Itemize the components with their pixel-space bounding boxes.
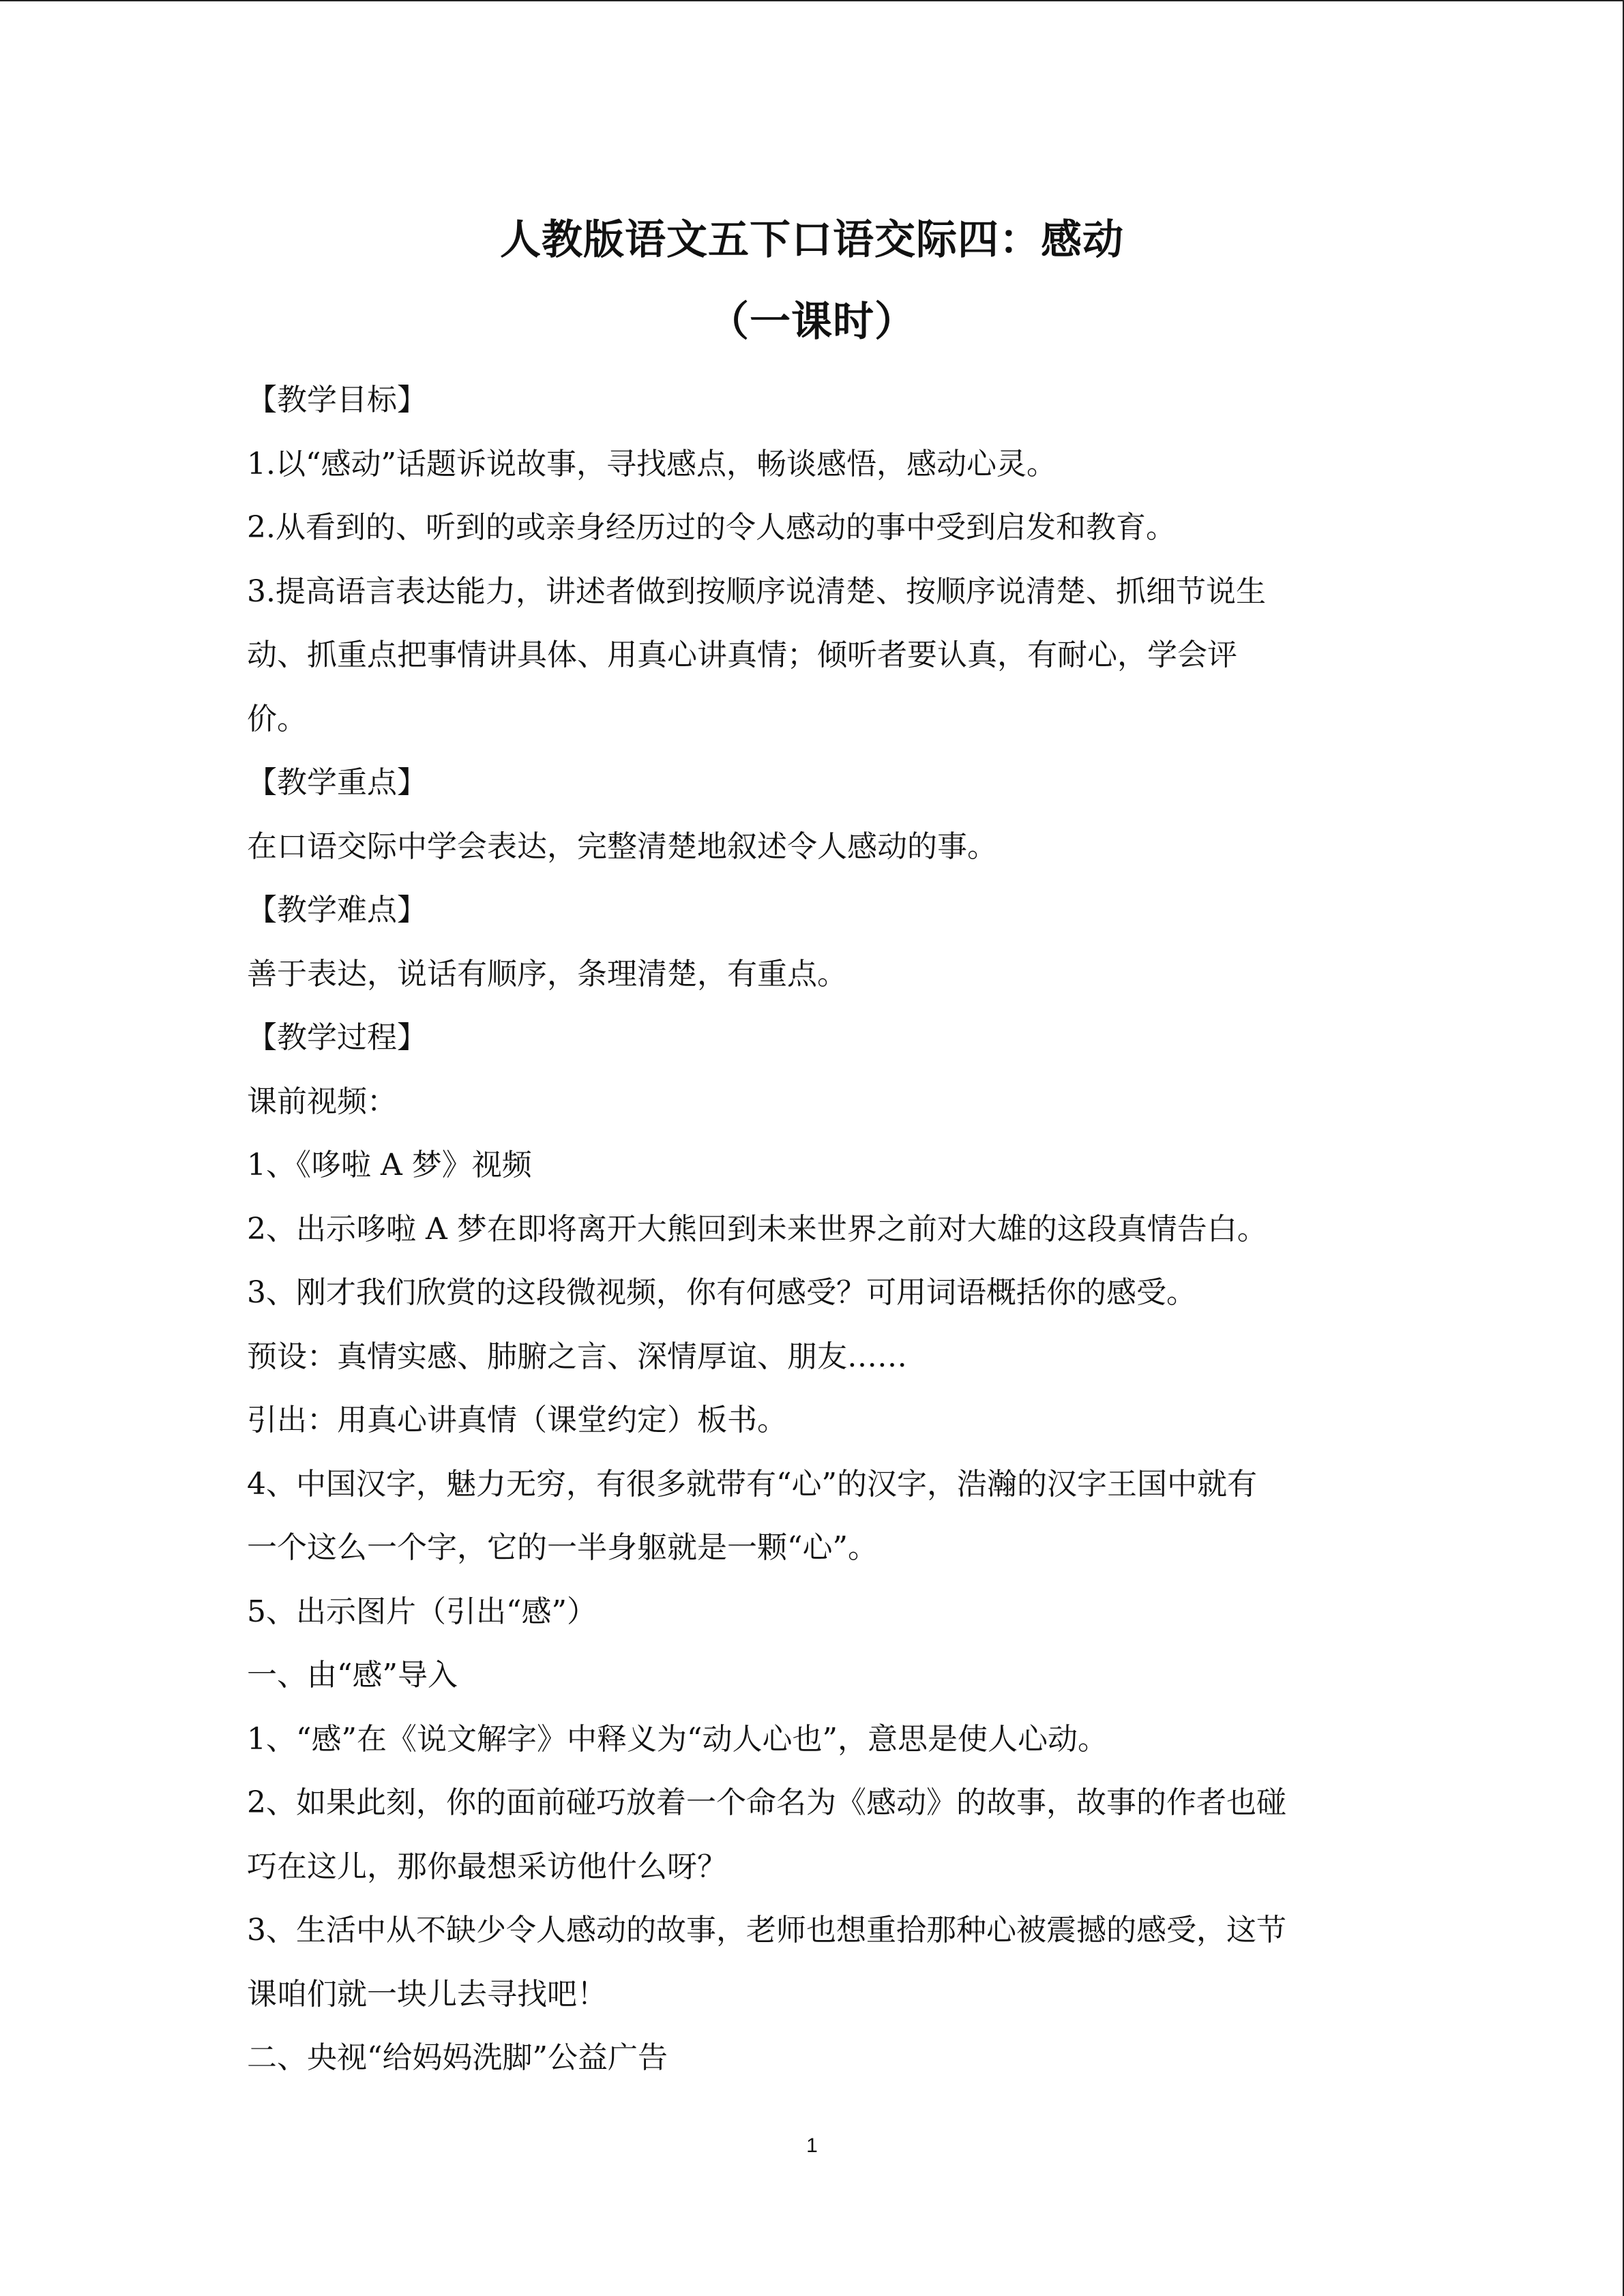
body-line: 课前视频： [247, 1084, 397, 1119]
body-line: 2、如果此刻，你的面前碰巧放着一个命名为《感动》的故事，故事的作者也碰 [247, 1785, 1286, 1820]
section-heading-key-points: 【教学重点】 [247, 765, 427, 800]
section-heading-goals: 【教学目标】 [247, 383, 427, 417]
body-line: 1、“感”在《说文解字》中释义为“动人心也”，意思是使人心动。 [247, 1721, 1108, 1757]
section-heading-difficulties: 【教学难点】 [247, 893, 427, 927]
body-line: 2、出示哆啦 A 梦在即将离开大熊回到未来世界之前对大雄的这段真情告白。 [247, 1211, 1267, 1247]
document-subtitle: （一课时） [708, 298, 916, 346]
body-line: 3、刚才我们欣赏的这段微视频，你有何感受？可用词语概括你的感受。 [247, 1275, 1196, 1310]
body-line: 4、中国汉字，魅力无穷，有很多就带有“心”的汉字，浩瀚的汉字王国中就有 [247, 1466, 1257, 1502]
body-line: 1.以“感动”话题诉说故事，寻找感点，畅谈感悟，感动心灵。 [247, 446, 1057, 481]
section-heading-part-two: 二、央视“给妈妈洗脚”公益广告 [247, 2040, 668, 2075]
body-line: 巧在这儿，那你最想采访他什么呀？ [247, 1849, 727, 1884]
body-line: 2.从看到的、听到的或亲身经历过的令人感动的事中受到启发和教育。 [247, 510, 1176, 545]
body-line: 预设：真情实感、肺腑之言、深情厚谊、朋友…… [247, 1339, 907, 1374]
body-line: 一个这么一个字，它的一半身躯就是一颗“心”。 [247, 1530, 878, 1565]
body-line: 5、出示图片（引出“感”） [247, 1594, 597, 1629]
section-heading-process: 【教学过程】 [247, 1020, 427, 1055]
page-border-top [0, 0, 1624, 1]
body-line: 3.提高语言表达能力，讲述者做到按顺序说清楚、按顺序说清楚、抓细节说生 [247, 573, 1266, 609]
body-line: 在口语交际中学会表达，完整清楚地叙述令人感动的事。 [247, 829, 997, 864]
document-body [247, 368, 1379, 2090]
body-line: 1、《哆啦 A 梦》视频 [247, 1148, 532, 1182]
body-line: 3、生活中从不缺少令人感动的故事，老师也想重拾那种心被震撼的感受，这节 [247, 1913, 1286, 1948]
body-line: 善于表达，说话有顺序，条理清楚，有重点。 [247, 956, 847, 992]
section-heading-part-one: 一、由“感”导入 [247, 1658, 458, 1693]
body-line: 引出：用真心讲真情（课堂约定）板书。 [247, 1403, 787, 1437]
body-line: 课咱们就一块儿去寻找吧！ [247, 1976, 607, 2012]
body-line: 动、抓重点把事情讲具体、用真心讲真情；倾听者要认真，有耐心，学会评 [247, 638, 1237, 672]
document-title: 人教版语文五下口语交际四：感动 [500, 216, 1124, 264]
body-line: 价。 [247, 701, 307, 736]
page-number: 1 [806, 2134, 818, 2157]
